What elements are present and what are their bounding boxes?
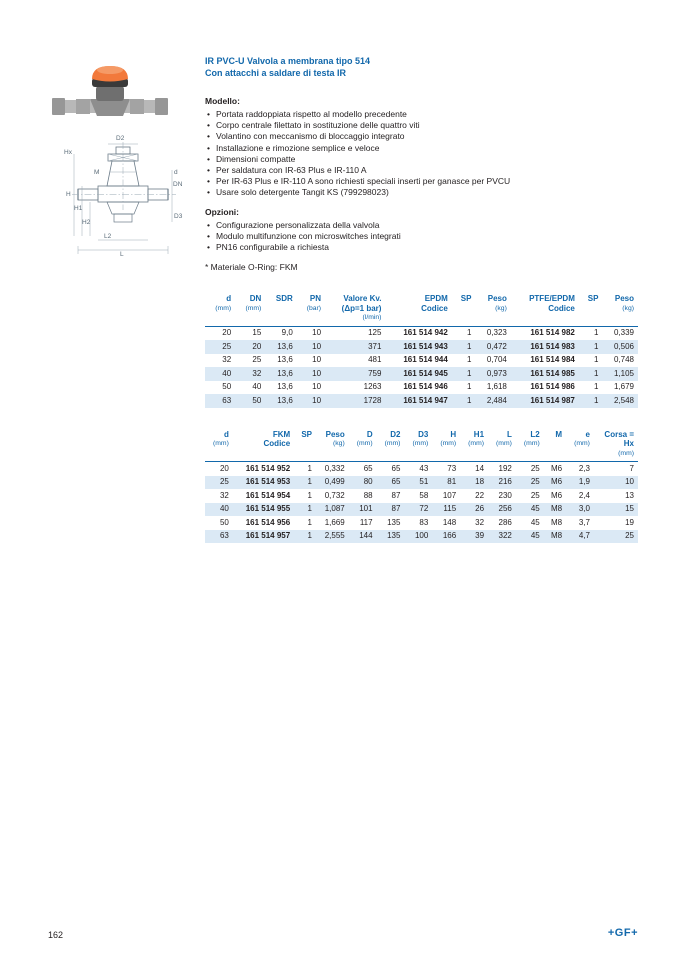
page-title bbox=[205, 55, 638, 79]
bullet-item: • PN16 configurabile a richiesta bbox=[205, 242, 638, 253]
table-cell: 1 bbox=[307, 477, 312, 487]
header-row bbox=[205, 293, 638, 326]
table-cell: 15 bbox=[625, 504, 634, 514]
table-cell: 25 bbox=[625, 531, 634, 541]
table-cell: 13,6 bbox=[277, 368, 293, 378]
dimension-label: L bbox=[120, 251, 124, 258]
table-row bbox=[205, 381, 638, 395]
table-cell: 14 bbox=[475, 463, 485, 473]
table-cell: 161 514 985 bbox=[530, 368, 575, 378]
model-bullet-list bbox=[205, 109, 638, 199]
table-row bbox=[205, 326, 638, 340]
specs-table-dimensions bbox=[205, 429, 638, 544]
table-cell: 0,472 bbox=[486, 341, 507, 351]
table-cell: 50 bbox=[252, 395, 262, 405]
table-cell: 322 bbox=[498, 531, 512, 541]
column-header: L2 (mm) bbox=[516, 429, 544, 462]
table-row bbox=[205, 476, 638, 490]
table-cell: 0,332 bbox=[324, 463, 345, 473]
bullet-item: • Per IR-63 Plus e IR-110 A sono richiesti speciali inserti per ganasce per PVCU bbox=[205, 176, 638, 187]
bullet-item: • Usare solo detergente Tangit KS (799298023) bbox=[205, 187, 638, 198]
column-header: L (mm) bbox=[488, 429, 516, 462]
table-cell: 3,0 bbox=[578, 504, 590, 514]
table-cell: 1 bbox=[466, 368, 472, 378]
table-row bbox=[205, 462, 638, 476]
column-header: FKM Codice bbox=[233, 429, 294, 462]
table-cell: 1,618 bbox=[486, 382, 507, 392]
table-row bbox=[205, 530, 638, 544]
table-cell: 1 bbox=[466, 382, 472, 392]
dimension-label: H bbox=[66, 191, 71, 198]
table-cell: 1,669 bbox=[324, 517, 345, 527]
table-cell: 230 bbox=[498, 490, 512, 500]
table-cell: 20 bbox=[252, 341, 262, 351]
table-cell: 144 bbox=[359, 531, 373, 541]
table-cell: 39 bbox=[475, 531, 485, 541]
table-cell: 161 514 944 bbox=[403, 355, 448, 365]
table-cell: 45 bbox=[530, 504, 540, 514]
title-line1: IR PVC-U Valvola a membrana tipo 514 bbox=[205, 56, 371, 66]
table-cell: 19 bbox=[625, 517, 634, 527]
column-header: D (mm) bbox=[349, 429, 377, 462]
table-cell: 13,6 bbox=[277, 382, 293, 392]
table-cell: 0,748 bbox=[613, 355, 634, 365]
table-cell: 25 bbox=[252, 355, 262, 365]
table-cell: 161 514 954 bbox=[245, 490, 291, 500]
table-cell: 83 bbox=[419, 517, 429, 527]
table-cell: 15 bbox=[252, 328, 262, 338]
table-cell: M6 bbox=[550, 463, 563, 473]
column-header: Valore Kv. (Δp=1 bar) (l/min) bbox=[325, 293, 385, 326]
oring-footnote: * Materiale O-Ring: FKM bbox=[205, 262, 298, 273]
table-cell: 25 bbox=[530, 490, 540, 500]
table-cell: 1 bbox=[466, 341, 472, 351]
table-cell: 135 bbox=[387, 517, 401, 527]
table-cell: 1263 bbox=[363, 382, 382, 392]
table-cell: 161 514 953 bbox=[245, 477, 291, 487]
table-cell: 1 bbox=[594, 368, 599, 378]
table-cell: 20 bbox=[222, 328, 232, 338]
table-cell: 0,732 bbox=[324, 490, 345, 500]
column-header: M bbox=[544, 429, 566, 462]
table-cell: 0,323 bbox=[486, 328, 507, 338]
column-header: SP bbox=[579, 293, 603, 326]
table-cell: 13,6 bbox=[277, 355, 293, 365]
table-row bbox=[205, 503, 638, 517]
table-cell: 22 bbox=[475, 490, 485, 500]
table-cell: 13,6 bbox=[277, 395, 293, 405]
dimension-label: Hx bbox=[64, 149, 72, 156]
table-cell: 50 bbox=[222, 382, 232, 392]
column-header: Peso (kg) bbox=[316, 429, 349, 462]
table-cell: 1 bbox=[594, 328, 599, 338]
table-cell: 65 bbox=[391, 477, 401, 487]
table-cell: 3,7 bbox=[578, 517, 590, 527]
table-cell: 161 514 947 bbox=[403, 395, 448, 405]
column-header: EPDM Codice bbox=[385, 293, 451, 326]
column-header: D2 (mm) bbox=[377, 429, 405, 462]
table-cell: 0,339 bbox=[613, 328, 634, 338]
table-cell: 161 514 956 bbox=[245, 517, 291, 527]
table-cell: 1,9 bbox=[578, 477, 590, 487]
column-header: Peso (kg) bbox=[475, 293, 510, 326]
dimension-label: D3 bbox=[174, 213, 183, 220]
table-cell: 161 514 986 bbox=[530, 382, 575, 392]
table-cell: 481 bbox=[368, 355, 382, 365]
bullet-item: • Per saldatura con IR-63 Plus e IR-110 A bbox=[205, 165, 638, 176]
table-cell: 13 bbox=[625, 490, 634, 500]
column-header: SP bbox=[452, 293, 476, 326]
table-cell: 1 bbox=[307, 463, 312, 473]
table-cell: 26 bbox=[475, 504, 485, 514]
table-cell: 161 514 982 bbox=[530, 328, 575, 338]
table-cell: 51 bbox=[419, 477, 429, 487]
table-cell: 166 bbox=[442, 531, 457, 541]
table-cell: 13,6 bbox=[277, 341, 293, 351]
column-header: e (mm) bbox=[566, 429, 594, 462]
table-row bbox=[205, 394, 638, 408]
table-cell: 40 bbox=[219, 504, 229, 514]
table-cell: 161 514 987 bbox=[530, 395, 575, 405]
table-cell: 87 bbox=[391, 504, 401, 514]
column-header: H (mm) bbox=[432, 429, 460, 462]
table-cell: 10 bbox=[625, 477, 634, 487]
bullet-item: • Portata raddoppiata rispetto al modello precedente bbox=[205, 109, 638, 120]
table-cell: 10 bbox=[312, 341, 322, 351]
table-cell: 1 bbox=[594, 395, 599, 405]
bullet-item: • Installazione e rimozione semplice e veloce bbox=[205, 143, 638, 154]
table-cell: 161 514 943 bbox=[403, 341, 448, 351]
table-cell: 759 bbox=[368, 368, 382, 378]
table-cell: 72 bbox=[419, 504, 429, 514]
table-cell: 101 bbox=[359, 504, 373, 514]
table-cell: 1 bbox=[307, 504, 312, 514]
table-cell: 18 bbox=[475, 477, 485, 487]
table-cell: 148 bbox=[442, 517, 457, 527]
table-cell: 0,499 bbox=[324, 477, 345, 487]
table-cell: 4,7 bbox=[578, 531, 590, 541]
table-cell: 2,548 bbox=[613, 395, 634, 405]
table-cell: 63 bbox=[222, 395, 232, 405]
dimension-label: H1 bbox=[74, 205, 83, 212]
column-header: d (mm) bbox=[205, 293, 235, 326]
table-cell: 107 bbox=[442, 490, 457, 500]
specs-table-codes bbox=[205, 293, 638, 408]
table-cell: 161 514 984 bbox=[530, 355, 575, 365]
table-cell: 81 bbox=[447, 477, 457, 487]
table-cell: 161 514 946 bbox=[403, 382, 448, 392]
table-cell: 1 bbox=[307, 517, 312, 527]
table-cell: 1,679 bbox=[613, 382, 634, 392]
gf-logo: +GF+ bbox=[607, 927, 638, 939]
table-cell: 100 bbox=[414, 531, 429, 541]
table-cell: 161 514 983 bbox=[530, 341, 575, 351]
bullet-item: • Modulo multifunzione con microswitches integrati bbox=[205, 231, 638, 242]
table-cell: 1 bbox=[307, 531, 312, 541]
table-cell: 88 bbox=[363, 490, 373, 500]
column-header: Corsa = Hx (mm) bbox=[594, 429, 638, 462]
table-cell: 1 bbox=[594, 355, 599, 365]
table-cell: 45 bbox=[530, 531, 540, 541]
column-header: PN (bar) bbox=[297, 293, 325, 326]
bullet-item: • Dimensioni compatte bbox=[205, 154, 638, 165]
table-cell: 50 bbox=[219, 517, 229, 527]
table-cell: 10 bbox=[312, 382, 322, 392]
table-cell: M6 bbox=[550, 490, 563, 500]
dimension-label: L2 bbox=[104, 233, 112, 240]
table-cell: 80 bbox=[363, 477, 373, 487]
table-cell: 10 bbox=[312, 395, 322, 405]
table-cell: 20 bbox=[219, 463, 229, 473]
table-cell: 32 bbox=[252, 368, 262, 378]
bullet-item: • Configurazione personalizzata della valvola bbox=[205, 220, 638, 231]
table-cell: M6 bbox=[550, 477, 563, 487]
table-cell: 25 bbox=[219, 477, 229, 487]
dimension-label: d bbox=[174, 169, 178, 176]
table-cell: M8 bbox=[550, 531, 563, 541]
table-cell: 2,4 bbox=[578, 490, 590, 500]
table-cell: 58 bbox=[419, 490, 429, 500]
table-row bbox=[205, 367, 638, 381]
table-row bbox=[205, 340, 638, 354]
dimension-label: DN bbox=[173, 181, 183, 188]
table-cell: 256 bbox=[498, 504, 512, 514]
bullet-item: • Volantino con meccanismo di bloccaggio integrato bbox=[205, 131, 638, 142]
column-header: SDR bbox=[265, 293, 296, 326]
table-cell: 2,555 bbox=[324, 531, 345, 541]
table-cell: 73 bbox=[447, 463, 457, 473]
column-header: DN (mm) bbox=[235, 293, 265, 326]
header-row bbox=[205, 429, 638, 462]
table-cell: 25 bbox=[222, 341, 232, 351]
title-line2: Con attacchi a saldare di testa IR bbox=[205, 68, 347, 78]
options-bullet-list bbox=[205, 220, 638, 254]
table-cell: 25 bbox=[530, 477, 540, 487]
table-cell: 10 bbox=[312, 328, 322, 338]
table-cell: 1 bbox=[307, 490, 312, 500]
table-cell: 216 bbox=[498, 477, 512, 487]
table-cell: 87 bbox=[391, 490, 401, 500]
table-cell: 25 bbox=[530, 463, 540, 473]
table-cell: 32 bbox=[219, 490, 229, 500]
dimension-label: D2 bbox=[116, 135, 125, 142]
column-header: d (mm) bbox=[205, 429, 233, 462]
column-header: D3 (mm) bbox=[404, 429, 432, 462]
column-header: H1 (mm) bbox=[460, 429, 488, 462]
table-cell: 115 bbox=[443, 504, 457, 514]
table-cell: 7 bbox=[629, 463, 634, 473]
table-cell: 1728 bbox=[363, 395, 382, 405]
table-cell: 63 bbox=[219, 531, 229, 541]
table-cell: 45 bbox=[530, 517, 540, 527]
technical-drawing bbox=[64, 135, 186, 272]
dimension-label: M bbox=[94, 169, 100, 176]
table-cell: 10 bbox=[312, 368, 322, 378]
table-cell: 161 514 955 bbox=[245, 504, 291, 514]
table-cell: 10 bbox=[312, 355, 322, 365]
table-cell: 1 bbox=[466, 395, 472, 405]
table-cell: 32 bbox=[222, 355, 232, 365]
table-cell: 65 bbox=[363, 463, 373, 473]
table-cell: 371 bbox=[368, 341, 382, 351]
table-cell: 1,105 bbox=[613, 368, 634, 378]
product-photo bbox=[50, 58, 170, 138]
bullet-item: • Corpo centrale filettato in sostituzione delle quattro viti bbox=[205, 120, 638, 131]
table-cell: 1 bbox=[466, 328, 472, 338]
table-row bbox=[205, 354, 638, 368]
page-number: 162 bbox=[48, 930, 64, 940]
column-header: SP bbox=[294, 429, 316, 462]
table-cell: 0,506 bbox=[613, 341, 634, 351]
table-cell: 1 bbox=[466, 355, 472, 365]
table-cell: 40 bbox=[222, 368, 232, 378]
table-cell: 1,087 bbox=[324, 504, 345, 514]
table-cell: 1 bbox=[594, 382, 599, 392]
column-header: Peso (kg) bbox=[602, 293, 638, 326]
table-cell: 286 bbox=[498, 517, 512, 527]
table-cell: M8 bbox=[550, 504, 563, 514]
table-cell: 2,3 bbox=[578, 463, 590, 473]
column-header: PTFE/EPDM Codice bbox=[511, 293, 579, 326]
table-cell: 0,973 bbox=[486, 368, 507, 378]
table-row bbox=[205, 489, 638, 503]
dimension-label: H2 bbox=[82, 219, 91, 226]
table-cell: 161 514 952 bbox=[245, 463, 291, 473]
options-heading: Opzioni: bbox=[205, 206, 239, 217]
table-cell: 161 514 957 bbox=[245, 531, 291, 541]
model-heading: Modello: bbox=[205, 96, 240, 106]
table-cell: 65 bbox=[391, 463, 401, 473]
main-content bbox=[205, 55, 638, 543]
table-cell: 125 bbox=[368, 328, 382, 338]
table-cell: 40 bbox=[252, 382, 262, 392]
table-cell: 43 bbox=[419, 463, 429, 473]
table-cell: 0,704 bbox=[486, 355, 507, 365]
table-cell: 32 bbox=[475, 517, 485, 527]
table-cell: 161 514 945 bbox=[403, 368, 448, 378]
table-row bbox=[205, 516, 638, 530]
table-cell: 9,0 bbox=[281, 328, 293, 338]
table-cell: 117 bbox=[359, 517, 373, 527]
table-cell: 135 bbox=[387, 531, 401, 541]
table-cell: 161 514 942 bbox=[403, 328, 448, 338]
table-cell: 1 bbox=[594, 341, 599, 351]
table-cell: 2,484 bbox=[486, 395, 507, 405]
table-cell: M8 bbox=[550, 517, 563, 527]
valve-photo-graphic bbox=[50, 58, 170, 138]
table-cell: 192 bbox=[498, 463, 512, 473]
